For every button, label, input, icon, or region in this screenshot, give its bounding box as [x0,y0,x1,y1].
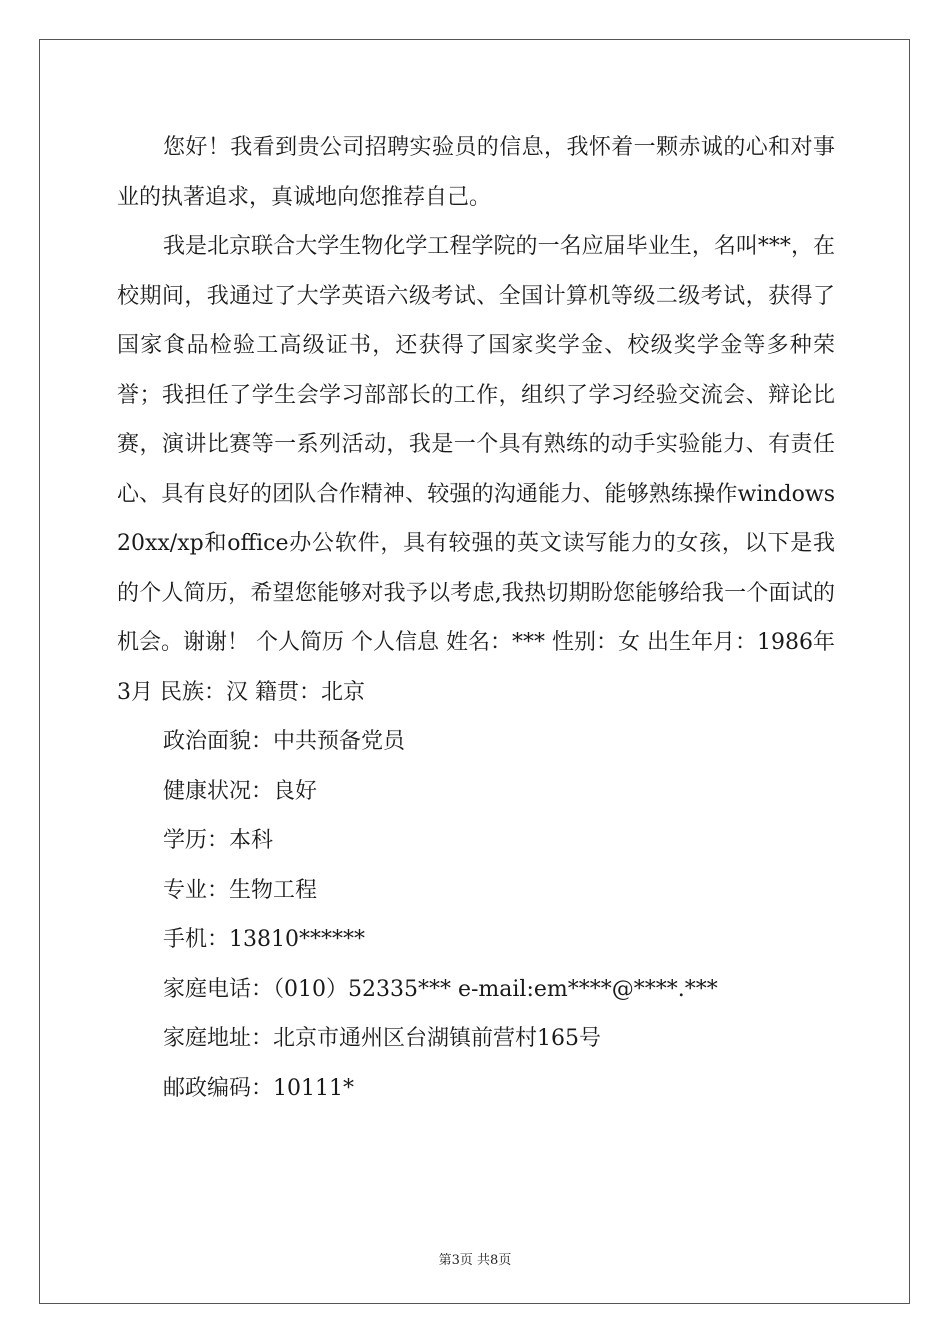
info-home-phone-email: 家庭电话：（010）52335*** e-mail:em****@****.*** [163,976,718,1002]
self-introduction-paragraph: 我是北京联合大学生物化学工程学院的一名应届毕业生，名叫***，在校期间，我通过了大学英语六级考试、全国计算机等级二级考试，获得了国家食品检验工高级证书，还获得了国家奖学金、校级奖学金等多种荣誉；我担任了学生会学习部部长的工作，组织了学习经验交流会、辩论比赛，演讲比赛等一系列活动，我是一个具有熟练的动手实验能力、有责任心、具有良好的团队合作精神、较强的沟通能力、能够熟练操作windows20xx/xp和office办公软件，具有较强的英文读写能力的女孩，以下是我的个人简历，希望您能够对我予以考虑,我热切期盼您能够给我一个面试的机会。谢谢！ 个人简历 个人信息 姓名：*** 性别：女 出生年月：1986年3月 民族：汉 籍贯：北京 [117,234,835,705]
info-education: 学历：本科 [163,828,274,853]
info-mobile: 手机：13810****** [163,927,365,952]
page-number-footer: 第3页 共8页 [438,1253,512,1268]
info-home-address: 家庭地址：北京市通州区台湖镇前营村165号 [163,1026,601,1051]
info-postal-code: 邮政编码：10111* [163,1075,354,1101]
info-major: 专业：生物工程 [163,877,318,903]
info-health: 健康状况：良好 [163,778,318,804]
intro-paragraph: 您好！我看到贵公司招聘实验员的信息，我怀着一颗赤诚的心和对事业的执著追求，真诚地向您推荐自己。 [117,135,835,210]
document-body [117,123,835,1113]
info-political-status: 政治面貌：中共预备党员 [163,729,406,754]
